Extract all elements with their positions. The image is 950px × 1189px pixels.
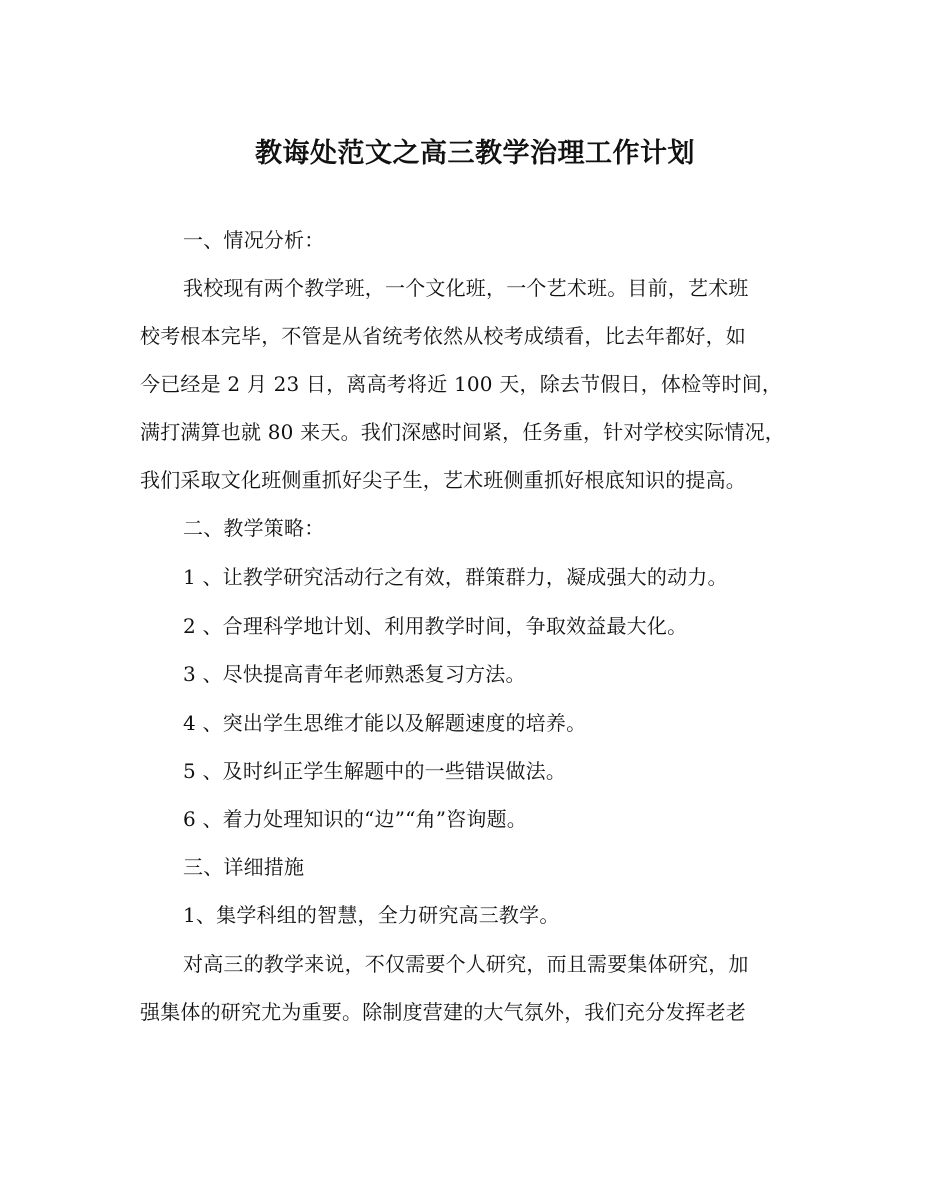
paragraph-line: 我们采取文化班侧重抓好尖子生，艺术班侧重抓好根底知识的提高。 [140,468,746,492]
paragraph-line: 今已经是 2 月 23 日，离高考将近 100 天，除去节假日，体检等时间， [140,372,783,396]
paragraph-line: 强集体的研究尤为重要。除制度营建的大气氛外，我们充分发挥老老 [140,1000,746,1024]
paragraph-line: 满打满算也就 80 来天。我们深感时间紧，任务重，针对学校实际情况， [140,420,785,444]
list-item: 2 、合理科学地计划、利用教学时间，争取效益最大化。 [183,614,688,638]
document-title: 教诲处范文之高三教学治理工作计划 [255,138,695,169]
paragraph-line: 对高三的教学来说，不仅需要个人研究，而且需要集体研究，加 [183,952,749,976]
section-heading-measures: 三、详细措施 [183,855,305,879]
section-heading-situation: 一、情况分析： [183,228,325,252]
list-item: 1 、让教学研究活动行之有效，群策群力，凝成强大的动力。 [183,565,728,589]
list-item: 4 、突出学生思维才能以及解题速度的培养。 [183,711,587,735]
list-item: 5 、及时纠正学生解题中的一些错误做法。 [183,759,567,783]
subsection-heading: 1、集学科组的智慧，全力研究高三教学。 [183,903,560,927]
section-heading-strategy: 二、教学策略： [183,516,325,540]
list-item: 3 、尽快提高青年老师熟悉复习方法。 [183,662,526,686]
paragraph-line: 校考根本完毕，不管是从省统考依然从校考成绩看，比去年都好，如 [140,324,746,348]
list-item: 6 、着力处理知识的“边”“角”咨询题。 [183,807,527,831]
paragraph-line: 我校现有两个教学班，一个文化班，一个艺术班。目前，艺术班 [183,276,749,300]
